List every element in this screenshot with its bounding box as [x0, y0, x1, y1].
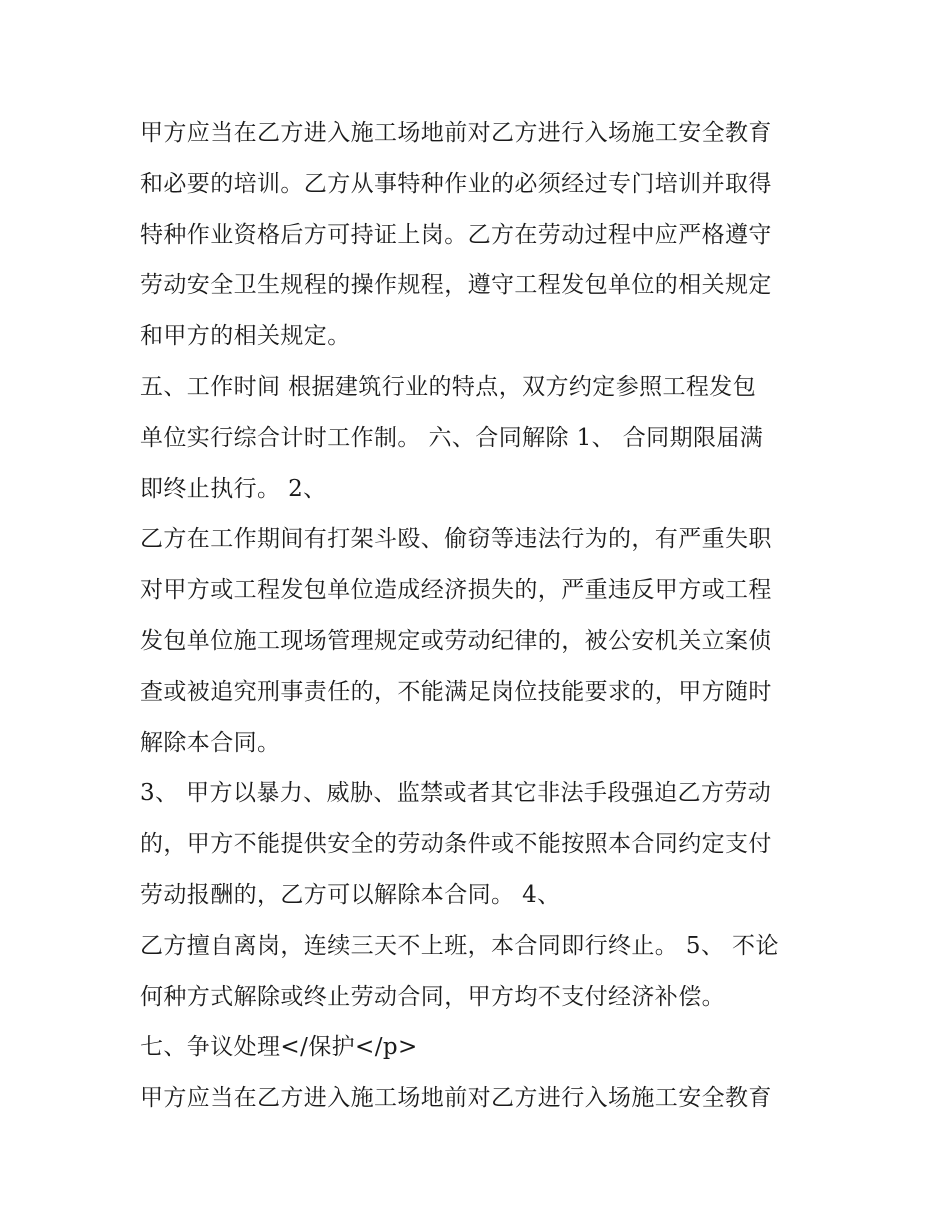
text-line: 特种作业资格后方可持证上岗。乙方在劳动过程中应严格遵守 — [140, 221, 772, 248]
text-line: 乙方在工作期间有打架斗殴、偷窃等违法行为的，有严重失职 — [140, 526, 772, 553]
text-line: 甲方应当在乙方进入施工场地前对乙方进行入场施工安全教育 — [140, 1085, 772, 1112]
text-line: 甲方应当在乙方进入施工场地前对乙方进行入场施工安全教育 — [140, 120, 772, 146]
text-line: 和甲方的相关规定。 — [140, 323, 351, 350]
text-line: 劳动安全卫生规程的操作规程，遵守工程发包单位的相关规定 — [140, 272, 772, 299]
text-line: 五、工作时间 根据建筑行业的特点，双方约定参照工程发包 — [140, 373, 757, 400]
text-line: 和必要的培训。乙方从事特种作业的必须经过专门培训并取得 — [140, 170, 772, 197]
text-line: 乙方擅自离岗，连续三天不上班，本合同即行终止。 5、 不论 — [140, 932, 779, 959]
text-line: 3、 甲方以暴力、威胁、监禁或者其它非法手段强迫乙方劳动 — [140, 780, 772, 807]
text-line: 七、争议处理</保护</p> — [140, 1034, 418, 1061]
text-line: 即终止执行。 2、 — [140, 475, 327, 502]
text-line: 的，甲方不能提供安全的劳动条件或不能按照本合同约定支付 — [140, 831, 772, 858]
text-line: 何种方式解除或终止劳动合同，甲方均不支付经济补偿。 — [140, 983, 725, 1010]
text-line: 对甲方或工程发包单位造成经济损失的，严重违反甲方或工程 — [140, 577, 772, 604]
text-line: 发包单位施工现场管理规定或劳动纪律的，被公安机关立案侦 — [140, 627, 772, 654]
text-line: 劳动报酬的，乙方可以解除本合同。 4、 — [140, 881, 561, 908]
text-line: 解除本合同。 — [140, 729, 281, 756]
text-line: 单位实行综合计时工作制。 六、合同解除 1、 合同期限届满 — [140, 424, 764, 451]
text-line: 查或被追究刑事责任的，不能满足岗位技能要求的，甲方随时 — [140, 678, 772, 705]
document-body — [140, 108, 830, 1124]
